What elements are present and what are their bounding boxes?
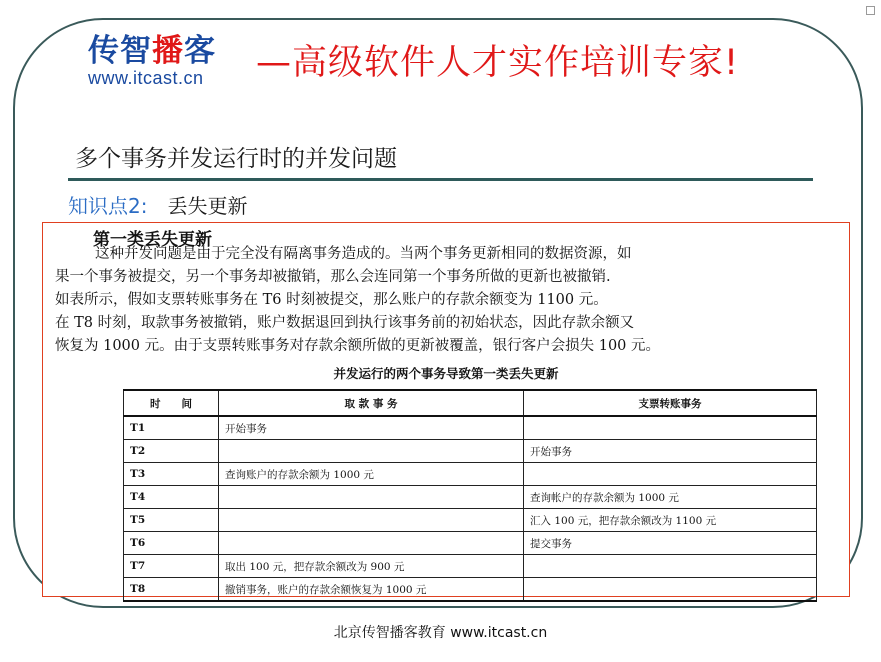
cell-transfer (524, 416, 817, 440)
cell-withdraw: 取出 100 元，把存款余额改为 900 元 (219, 555, 524, 578)
table-row (124, 578, 817, 602)
paragraph-line: 这种并发问题是由于完全没有隔离事务造成的。当两个事务更新相同的数据资源，如 (95, 246, 632, 262)
table-row (124, 486, 817, 509)
logo-part-3: 客 (184, 33, 216, 69)
cell-time: T8 (124, 578, 219, 602)
corner-box-icon (866, 6, 875, 15)
cell-time: T6 (124, 532, 219, 555)
table-row (124, 509, 817, 532)
cell-withdraw (219, 509, 524, 532)
cell-time: T1 (124, 416, 219, 440)
section-title: 第一类丢失更新 (93, 230, 212, 250)
logo-part-2: 播 (152, 33, 184, 69)
cell-time: T4 (124, 486, 219, 509)
cell-withdraw (219, 486, 524, 509)
table-row (124, 440, 817, 463)
cell-time: T7 (124, 555, 219, 578)
cell-withdraw: 撤销事务，账户的存款余额恢复为 1000 元 (219, 578, 524, 602)
cell-time: T2 (124, 440, 219, 463)
paragraph-line: 如表所示，假如支票转账事务在 T6 时刻被提交，那么账户的存款余额变为 1100 元。 (55, 292, 608, 308)
table-row (124, 463, 817, 486)
cell-withdraw (219, 532, 524, 555)
scanned-excerpt (42, 222, 850, 597)
cell-transfer (524, 578, 817, 602)
knowledge-point (68, 190, 247, 219)
cell-transfer: 提交事务 (524, 532, 817, 555)
table-row (124, 532, 817, 555)
paragraph-line: 在 T8 时刻，取款事务被撤销，账户数据退回到执行该事务前的初始状态，因此存款余额又 (55, 315, 635, 331)
slide-footer: 北京传智播客教育 www.itcast.cn (333, 625, 548, 641)
slide-title: 多个事务并发运行时的并发问题 (75, 146, 397, 172)
cell-transfer (524, 555, 817, 578)
header-transfer: 支票转账事务 (524, 390, 817, 416)
logo-part-1: 传智 (88, 33, 152, 69)
title-divider (68, 178, 813, 181)
table-caption: 并发运行的两个事务导致第一类丢失更新 (333, 366, 559, 381)
table-header-row (124, 390, 817, 416)
logo-text (88, 34, 216, 68)
table-row (124, 555, 817, 578)
transaction-table (123, 389, 817, 602)
section-paragraph (55, 243, 849, 358)
cell-transfer (524, 463, 817, 486)
logo (88, 34, 216, 88)
knowledge-point-topic: 丢失更新 (167, 194, 248, 218)
cell-time: T5 (124, 509, 219, 532)
paragraph-line: 果一个事务被提交，另一个事务却被撤销，那么会连同第一个事务所做的更新也被撤销. (55, 269, 611, 285)
cell-withdraw (219, 440, 524, 463)
paragraph-line: 恢复为 1000 元。由于支票转账事务对存款余额所做的更新被覆盖，银行客户会损失 100 元。 (55, 338, 661, 354)
logo-url: www.itcast.cn (88, 68, 204, 88)
header-time: 时 间 (124, 390, 219, 416)
cell-transfer: 查询帐户的存款余额为 1000 元 (524, 486, 817, 509)
cell-transfer: 开始事务 (524, 440, 817, 463)
cell-transfer: 汇入 100 元，把存款余额改为 1100 元 (524, 509, 817, 532)
table-row (124, 416, 817, 440)
header-withdraw: 取 款 事 务 (219, 390, 524, 416)
knowledge-point-label: 知识点2: (68, 194, 148, 218)
cell-time: T3 (124, 463, 219, 486)
cell-withdraw: 开始事务 (219, 416, 524, 440)
cell-withdraw: 查询账户的存款余额为 1000 元 (219, 463, 524, 486)
slogan: —高级软件人才实作培训专家! (256, 43, 740, 83)
